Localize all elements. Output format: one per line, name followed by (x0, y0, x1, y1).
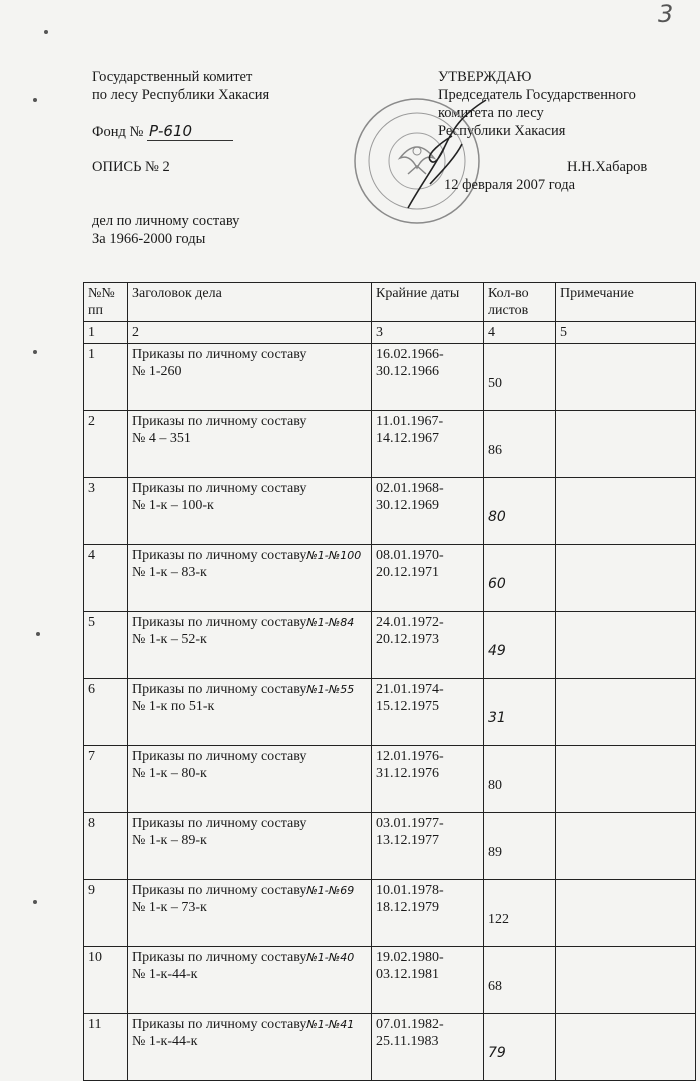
row-number-text: 3 (88, 481, 95, 496)
sheet-count-text: 60 (488, 575, 506, 592)
row-number-text: 4 (88, 548, 95, 563)
sheet-count-text: 68 (488, 978, 502, 994)
sheet-count (484, 746, 556, 813)
table-row (84, 880, 696, 947)
col-header-note: Примечание (556, 283, 696, 322)
sheet-count-text: 89 (488, 844, 502, 860)
row-number (84, 545, 128, 612)
subject-block (92, 212, 239, 248)
case-note (556, 545, 696, 612)
row-number (84, 478, 128, 545)
subject-line-2: За 1966-2000 годы (92, 231, 206, 247)
case-order-range: № 1-к-44-к (132, 967, 198, 982)
handwritten-range: №1-№84 (306, 616, 355, 629)
signer-name: Н.Н.Хабаров (567, 159, 648, 175)
case-title-text: Приказы по личному составу (132, 347, 307, 362)
sheet-count (484, 947, 556, 1014)
date-from: 11.01.1967- (376, 414, 444, 429)
date-from: 12.01.1976- (376, 749, 444, 764)
case-title (128, 679, 372, 746)
row-number (84, 411, 128, 478)
date-to: 20.12.1973 (376, 632, 439, 647)
binding-hole (36, 632, 40, 636)
case-note (556, 411, 696, 478)
binding-hole (44, 30, 48, 34)
date-to: 30.12.1966 (376, 364, 439, 379)
date-to: 03.12.1981 (376, 967, 439, 982)
case-title (128, 612, 372, 679)
fond-label: Фонд № (92, 124, 144, 140)
case-dates (372, 1014, 484, 1081)
sheet-count (484, 813, 556, 880)
date-to: 25.11.1983 (376, 1034, 439, 1049)
case-dates (372, 880, 484, 947)
column-number-row (84, 322, 696, 344)
table-row (84, 679, 696, 746)
case-note (556, 813, 696, 880)
approval-date: 12 февраля 2007 года (444, 177, 576, 193)
row-number (84, 1014, 128, 1081)
case-dates (372, 545, 484, 612)
case-title-text: Приказы по личному составу (132, 749, 307, 764)
case-title-text: Приказы по личному составу (132, 481, 307, 496)
handwritten-range: №1-№69 (306, 884, 355, 897)
organization-block (92, 68, 269, 104)
date-from: 24.01.1972- (376, 615, 444, 630)
case-title (128, 813, 372, 880)
row-number-text: 9 (88, 883, 95, 898)
case-title (128, 947, 372, 1014)
row-number (84, 344, 128, 411)
row-number-text: 10 (88, 950, 102, 965)
inventory-table (83, 282, 696, 1081)
date-from: 16.02.1966- (376, 347, 444, 362)
case-note (556, 746, 696, 813)
case-title (128, 746, 372, 813)
case-title-text: Приказы по личному составу (132, 682, 307, 697)
case-order-range: № 1-260 (132, 364, 182, 379)
binding-hole (33, 98, 37, 102)
case-order-range: № 1-к – 83-к (132, 565, 207, 580)
fond-number: Р-610 (147, 122, 233, 141)
date-from: 10.01.1978- (376, 883, 444, 898)
sheet-count-text: 80 (488, 777, 502, 793)
case-dates (372, 947, 484, 1014)
opis-title: ОПИСЬ № 2 (92, 159, 170, 175)
subject-line-1: дел по личному составу (92, 213, 240, 229)
row-number (84, 679, 128, 746)
sheet-count-text: 79 (488, 1044, 506, 1061)
row-number-text: 7 (88, 749, 95, 764)
table-row (84, 344, 696, 411)
case-order-range: № 1-к – 100-к (132, 498, 214, 513)
date-from: 07.01.1982- (376, 1017, 444, 1032)
column-number: 5 (556, 322, 696, 344)
sheet-count-text: 50 (488, 375, 502, 391)
case-dates (372, 612, 484, 679)
date-to: 14.12.1967 (376, 431, 439, 446)
sheet-count (484, 478, 556, 545)
case-note (556, 612, 696, 679)
fond-line (92, 122, 233, 141)
handwritten-range: №1-№55 (306, 683, 355, 696)
case-dates (372, 679, 484, 746)
case-title (128, 411, 372, 478)
approve-line-3: Республики Хакасия (438, 123, 566, 139)
date-to: 31.12.1976 (376, 766, 439, 781)
row-number (84, 612, 128, 679)
case-dates (372, 813, 484, 880)
sheet-count-text: 86 (488, 442, 502, 458)
row-number (84, 746, 128, 813)
column-number: 4 (484, 322, 556, 344)
signature (390, 96, 500, 214)
sheet-count (484, 612, 556, 679)
sheet-count (484, 344, 556, 411)
case-note (556, 679, 696, 746)
case-note (556, 880, 696, 947)
handwritten-range: №1-№100 (306, 549, 362, 562)
case-order-range: № 1-к по 51-к (132, 699, 215, 714)
case-title (128, 545, 372, 612)
sheet-count-text: 31 (488, 709, 506, 726)
case-title-text: Приказы по личному составу (132, 548, 307, 563)
case-title-text: Приказы по личному составу (132, 615, 307, 630)
col-header-sheets: Кол-во листов (484, 283, 556, 322)
case-note (556, 344, 696, 411)
approve-line-1: Председатель Государственного (438, 87, 636, 103)
table-row (84, 545, 696, 612)
col-header-title: Заголовок дела (128, 283, 372, 322)
sheet-count-text: 49 (488, 642, 506, 659)
case-order-range: № 4 – 351 (132, 431, 191, 446)
case-dates (372, 478, 484, 545)
row-number-text: 11 (88, 1017, 102, 1032)
table-header-row (84, 283, 696, 322)
case-note (556, 1014, 696, 1081)
case-order-range: № 1-к-44-к (132, 1034, 198, 1049)
date-from: 03.01.1977- (376, 816, 444, 831)
row-number (84, 813, 128, 880)
date-to: 15.12.1975 (376, 699, 439, 714)
approve-title: УТВЕРЖДАЮ (438, 69, 532, 85)
page-number: 3 (658, 0, 674, 28)
date-from: 02.01.1968- (376, 481, 444, 496)
org-line-2: по лесу Республики Хакасия (92, 87, 270, 103)
case-order-range: № 1-к – 73-к (132, 900, 207, 915)
case-title (128, 880, 372, 947)
case-title-text: Приказы по личному составу (132, 816, 307, 831)
row-number-text: 5 (88, 615, 95, 630)
date-to: 13.12.1977 (376, 833, 439, 848)
column-number: 2 (128, 322, 372, 344)
table-row (84, 612, 696, 679)
case-title-text: Приказы по личному составу (132, 883, 307, 898)
case-order-range: № 1-к – 52-к (132, 632, 207, 647)
row-number-text: 6 (88, 682, 95, 697)
case-dates (372, 411, 484, 478)
case-title-text: Приказы по личному составу (132, 1017, 307, 1032)
sheet-count-text: 122 (488, 911, 509, 927)
table-row (84, 1014, 696, 1081)
case-note (556, 478, 696, 545)
case-title-text: Приказы по личному составу (132, 950, 307, 965)
case-note (556, 947, 696, 1014)
sheet-count (484, 880, 556, 947)
table-row (84, 947, 696, 1014)
case-title (128, 478, 372, 545)
binding-hole (33, 350, 37, 354)
date-to: 30.12.1969 (376, 498, 439, 513)
handwritten-range: №1-№41 (306, 1018, 355, 1031)
date-from: 21.01.1974- (376, 682, 444, 697)
row-number-text: 1 (88, 347, 95, 362)
col-header-number: №№ пп (84, 283, 128, 322)
case-dates (372, 746, 484, 813)
case-dates (372, 344, 484, 411)
table-row (84, 746, 696, 813)
case-title (128, 344, 372, 411)
case-title-text: Приказы по личному составу (132, 414, 307, 429)
sheet-count-text: 80 (488, 508, 506, 525)
date-to: 18.12.1979 (376, 900, 439, 915)
column-number: 1 (84, 322, 128, 344)
date-from: 19.02.1980- (376, 950, 444, 965)
table-row (84, 411, 696, 478)
org-line-1: Государственный комитет (92, 69, 253, 85)
column-number: 3 (372, 322, 484, 344)
sheet-count (484, 545, 556, 612)
row-number-text: 8 (88, 816, 95, 831)
handwritten-range: №1-№40 (306, 951, 355, 964)
sheet-count (484, 679, 556, 746)
case-title (128, 1014, 372, 1081)
case-order-range: № 1-к – 89-к (132, 833, 207, 848)
sheet-count (484, 411, 556, 478)
case-order-range: № 1-к – 80-к (132, 766, 207, 781)
table-row (84, 813, 696, 880)
sheet-count (484, 1014, 556, 1081)
approve-line-2: комитета по лесу (438, 105, 544, 121)
col-header-dates: Крайние даты (372, 283, 484, 322)
date-from: 08.01.1970- (376, 548, 444, 563)
table-row (84, 478, 696, 545)
row-number (84, 880, 128, 947)
row-number (84, 947, 128, 1014)
date-to: 20.12.1971 (376, 565, 439, 580)
binding-hole (33, 900, 37, 904)
row-number-text: 2 (88, 414, 95, 429)
